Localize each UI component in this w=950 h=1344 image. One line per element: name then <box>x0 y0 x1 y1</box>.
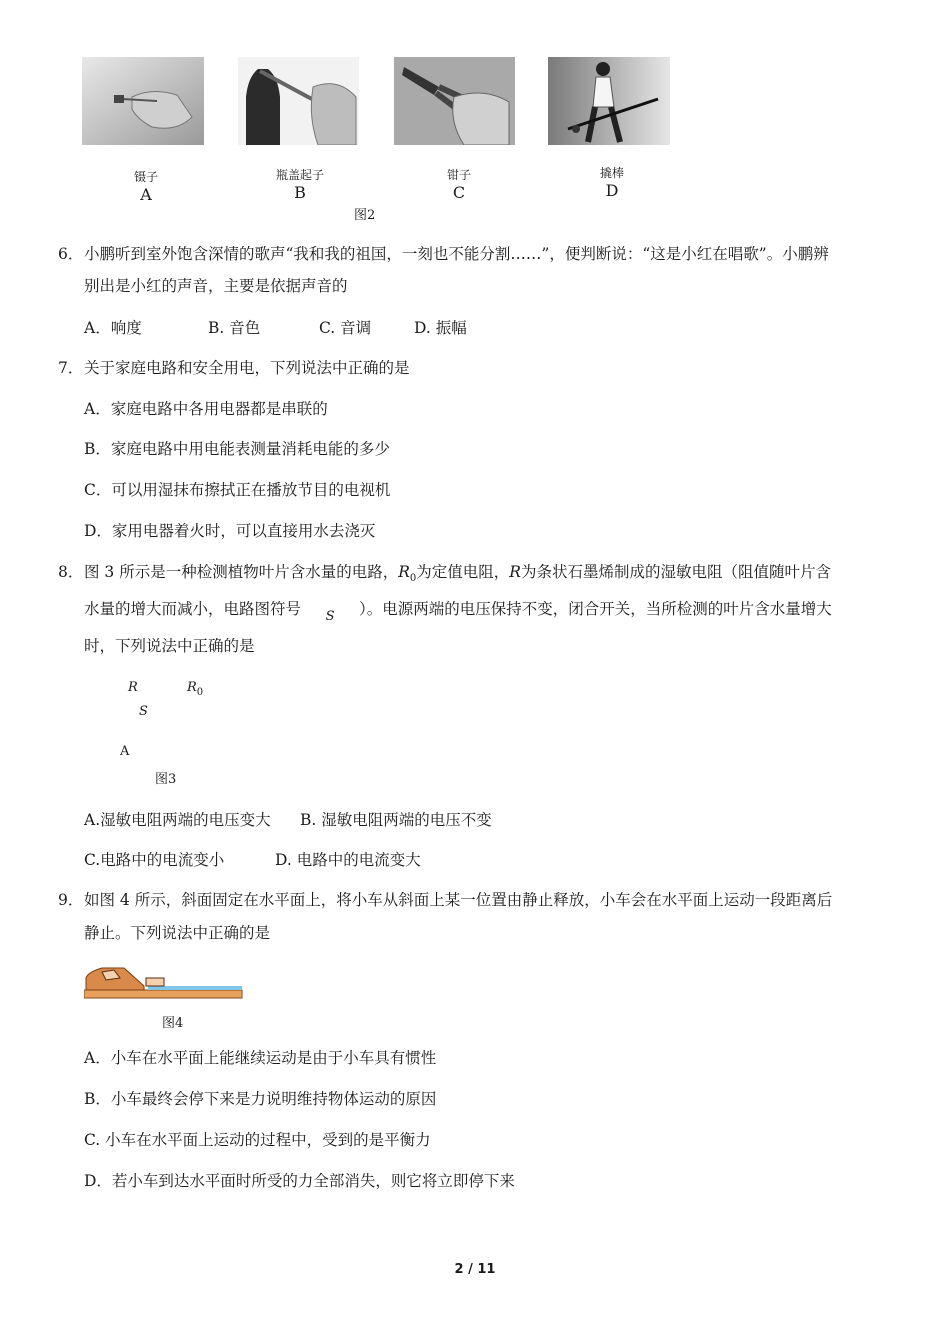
r0-symbol: $R_0$ <box>398 563 417 584</box>
question-6-option-d: D. 振幅 <box>414 319 467 337</box>
bottle-opener-photo <box>238 57 359 145</box>
question-7-line <box>58 352 410 385</box>
figure3-r-label: R <box>128 680 138 695</box>
r-symbol: R <box>509 563 521 581</box>
figure2-item-b-letter: B <box>294 183 306 202</box>
question-6-option-a: A．响度 <box>84 319 142 337</box>
question-9-stem-line2: 静止。下列说法中正确的是 <box>84 924 271 942</box>
question-8-line1 <box>58 556 831 595</box>
question-8-text-a: 图 3 所示是一种检测植物叶片含水量的电路， <box>84 563 399 581</box>
question-6-option-b: B. 音色 <box>208 319 261 337</box>
question-6-option-c: C. 音调 <box>319 319 372 337</box>
question-7-option-c: C．可以用湿抹布擦拭正在播放节目的电视机 <box>84 481 391 499</box>
figure2-item-c-letter: C <box>452 183 466 202</box>
question-7-option-b: B．家庭电路中用电能表测量消耗电能的多少 <box>84 440 390 458</box>
figure2-item-a <box>128 168 164 204</box>
question-7-option-d: D．家用电器着火时，可以直接用水去浇灭 <box>84 522 376 540</box>
figure3-ammeter-label: A <box>120 744 130 759</box>
question-7-option-a: A．家庭电路中各用电器都是串联的 <box>84 400 328 418</box>
question-9-number: 9． <box>58 891 84 909</box>
question-6-line1 <box>58 238 829 271</box>
question-8-option-d: D. 电路中的电流变大 <box>275 851 421 869</box>
question-8-text-b: 为定值电阻， <box>416 563 510 581</box>
figure2-item-a-letter: A <box>140 185 152 204</box>
question-8-line2 <box>84 593 832 633</box>
figure2-caption: 图2 <box>354 208 376 223</box>
humidity-resistor-symbol-label: S <box>325 609 335 624</box>
figure4-caption: 图4 <box>162 1016 184 1031</box>
figure2-item-b-name: 瓶盖起子 <box>275 168 324 182</box>
question-6-stem-line1: 小鹏听到室外饱含深情的歌声“我和我的祖国，一刻也不能分割……”，便判断说：“这是小红在唱歌”。小鹏辨 <box>84 245 829 263</box>
figure3-r0-label: $R_0$ <box>187 680 204 698</box>
question-8-number: 8． <box>58 563 84 581</box>
figure2-item-c-name: 钳子 <box>446 168 471 182</box>
question-7-number: 7． <box>58 359 84 377</box>
crowbar-photo <box>548 57 670 145</box>
question-9-option-d: D．若小车到达水平面时所受的力全部消失，则它将立即停下来 <box>84 1172 515 1190</box>
question-6-number: 6． <box>58 245 84 263</box>
figure2-item-b <box>270 166 330 202</box>
question-9-stem-line1: 如图 4 所示，斜面固定在水平面上，将小车从斜面上某一位置由静止释放，小车会在水平面上运动一段距离后 <box>84 891 833 909</box>
question-9-option-a: A．小车在水平面上能继续运动是由于小车具有惯性 <box>84 1049 437 1067</box>
tweezers-photo <box>82 57 204 145</box>
incline-cart-figure <box>84 964 244 1000</box>
question-9-option-b: B．小车最终会停下来是力说明维持物体运动的原因 <box>84 1090 437 1108</box>
question-8-text-d: 水量的增大而减小，电路图符号 <box>84 600 302 618</box>
question-8-option-b: B. 湿敏电阻两端的电压不变 <box>300 811 492 829</box>
question-9-line1 <box>58 884 832 917</box>
pliers-photo <box>394 57 515 145</box>
question-8-option-a: A.湿敏电阻两端的电压变大 <box>84 811 271 829</box>
figure2-item-d-letter: D <box>605 181 619 200</box>
figure2-item-c <box>441 166 477 202</box>
figure3-s-label: S <box>139 704 148 719</box>
figure2-item-d <box>594 164 630 200</box>
page-number: 2 / 11 <box>454 1262 496 1277</box>
figure2-item-d-name: 撬棒 <box>599 166 624 180</box>
question-6-stem-line2: 别出是小红的声音，主要是依据声音的 <box>84 277 348 295</box>
question-9-option-c: C. 小车在水平面上运动的过程中，受到的是平衡力 <box>84 1131 431 1149</box>
figure2-item-a-name: 镊子 <box>133 170 158 184</box>
question-8-text-c: 为条状石墨烯制成的湿敏电阻（阻值随叶片含 <box>520 563 831 581</box>
figure3-caption: 图3 <box>155 772 177 787</box>
question-8-option-c: C.电路中的电流变小 <box>84 851 225 869</box>
question-8-text-e: ）。电源两端的电压保持不变，闭合开关，当所检测的叶片含水量增大 <box>359 600 832 618</box>
question-7-stem: 关于家庭电路和安全用电，下列说法中正确的是 <box>84 359 410 377</box>
question-8-line3: 时，下列说法中正确的是 <box>84 637 255 655</box>
